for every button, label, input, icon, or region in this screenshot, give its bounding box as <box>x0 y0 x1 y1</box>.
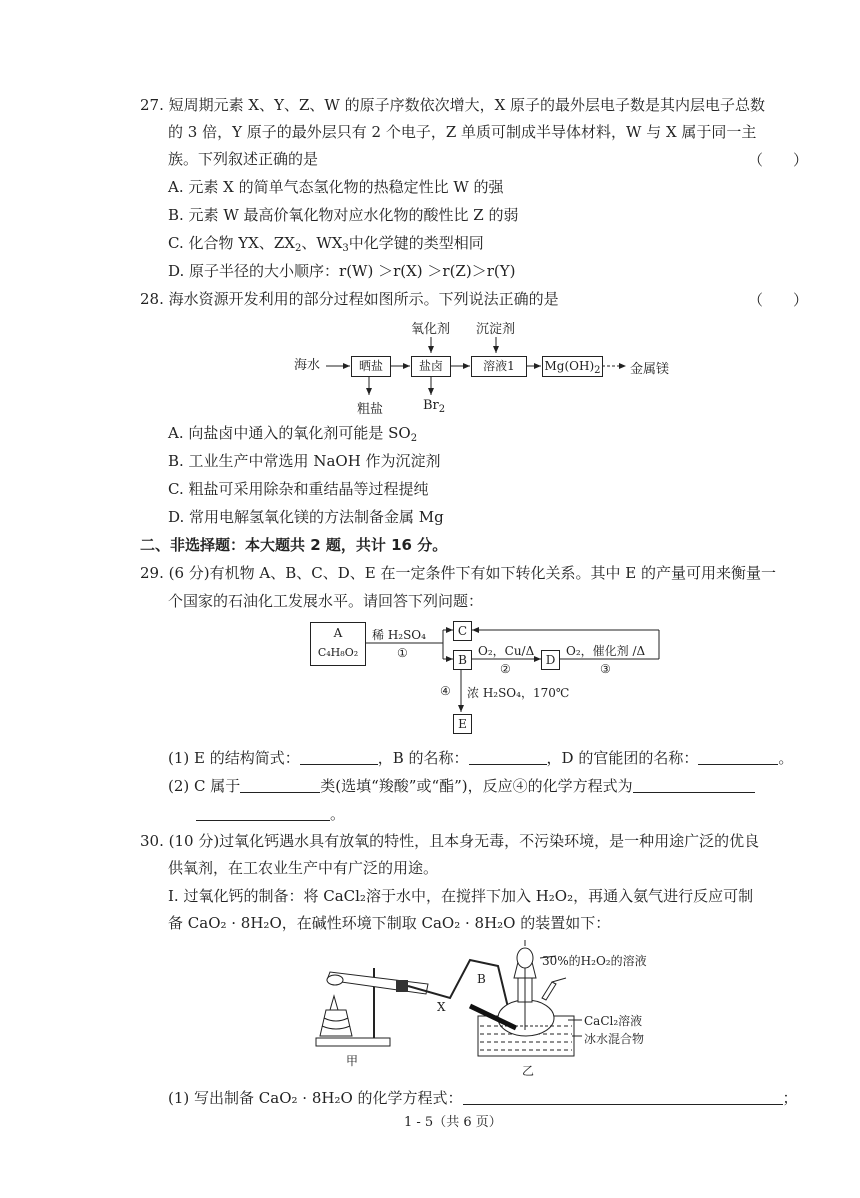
answer-blank-equation-4a[interactable] <box>633 778 755 793</box>
q29-part2 <box>168 776 755 796</box>
flow-oxidant: 氧化剂 <box>411 322 451 337</box>
diagram-step-1: ① <box>397 646 408 660</box>
answer-blank-d-group[interactable] <box>698 750 778 765</box>
q27-option-c-sub1: 2 <box>294 243 302 254</box>
q27-option-c-sub2: 3 <box>342 243 349 254</box>
flow-br2-text: Br <box>423 398 439 413</box>
flow-precipitant: 沉淀剂 <box>476 322 516 337</box>
flow-metal-mg: 金属镁 <box>630 362 670 377</box>
q30-part1-line2: 备 CaO₂ · 8H₂O，在碱性环境下制取 CaO₂ · 8H₂O 的装置如下： <box>168 914 611 932</box>
q28-option-c: C. 粗盐可采用除杂和重结晶等过程提纯 <box>168 480 429 498</box>
q27-answer-paren: （ ） <box>748 151 809 169</box>
q29-stem-line2: 个国家的石油化工发展水平。请回答下列问题： <box>168 592 484 610</box>
diagram-reagent-2: O₂，Cu/Δ <box>478 644 535 658</box>
q30-question1-end: ； <box>782 1089 798 1107</box>
q29-part1-b: ，B 的名称： <box>377 749 469 767</box>
diagram-reagent-3: O₂，催化剂 /Δ <box>566 644 646 658</box>
diagram-step-2: ② <box>500 662 511 676</box>
q29-part2-b: 类(选填“羧酸”或“酯”)，反应④的化学方程式为 <box>320 777 633 795</box>
answer-blank-equation-4b[interactable] <box>196 806 330 821</box>
q27-stem-line1: 27. 短周期元素 X、Y、Z、W 的原子序数依次增大，X 原子的最外层电子数是其内层电子总数 <box>140 96 766 114</box>
flow-crude-salt: 粗盐 <box>357 402 384 417</box>
answer-blank-cao2-equation[interactable] <box>463 1090 783 1105</box>
diagram-box-e: E <box>453 714 472 734</box>
flow-box-sun-salt: 晒盐 <box>351 356 391 377</box>
flow-box-solution1: 溶液1 <box>471 356 527 377</box>
diagram-box-c: C <box>453 621 472 641</box>
flow-mgoh2-text: Mg(OH) <box>544 359 595 373</box>
page-footer: 1 - 5（共 6 页） <box>404 1115 502 1130</box>
apparatus-cacl2-label: CaCl₂溶液 <box>584 1014 643 1028</box>
apparatus-jia-label: 甲 <box>346 1054 359 1068</box>
flow-box-brine: 盐卤 <box>411 356 451 377</box>
q28-option-a <box>168 423 417 449</box>
q28-option-a-text: A. 向盐卤中通入的氧化剂可能是 SO <box>168 424 411 442</box>
q27-option-b: B. 元素 W 最高价氧化物对应水化物的酸性比 Z 的弱 <box>168 206 519 224</box>
q29-stem-line1: 29. (6 分)有机物 A、B、C、D、E 在一定条件下有如下转化关系。其中 E 的产量可用来衡量一 <box>140 564 776 582</box>
answer-blank-e-structure[interactable] <box>300 750 378 765</box>
apparatus-h2o2-label: 30%的H₂O₂的溶液 <box>542 954 647 968</box>
q27-stem-line2: 的 3 倍，Y 原子的最外层只有 2 个电子，Z 单质可制成半导体材料，W 与 X 属于同一主 <box>168 123 757 141</box>
q30-stem-line1: 30. (10 分)过氧化钙遇水具有放氧的特性，且本身无毒，不污染环境，是一种用途广泛的优良 <box>140 832 760 850</box>
diagram-box-b: B <box>453 650 472 670</box>
q29-part2-cont <box>196 804 345 824</box>
apparatus-x-label: X <box>437 1000 446 1014</box>
q27-stem-line3: 族。下列叙述正确的是 <box>168 150 319 168</box>
diagram-a-formula: C₄H₈O₂ <box>317 646 359 659</box>
q28-option-d: D. 常用电解氢氧化镁的方法制备金属 Mg <box>168 508 444 526</box>
q29-part1-end: 。 <box>778 749 794 767</box>
apparatus-b-label: B <box>477 972 486 986</box>
q29-part2-a: (2) C 属于 <box>168 777 241 795</box>
q27-option-d: D. 原子半径的大小顺序：r(W) ＞r(X) ＞r(Z)＞r(Y) <box>168 262 516 280</box>
q27-option-a: A. 元素 X 的简单气态氢化物的热稳定性比 W 的强 <box>168 178 504 196</box>
diagram-a-label: A <box>333 626 343 640</box>
apparatus-yi-label: 乙 <box>522 1064 535 1078</box>
diagram-step-4: ④ <box>440 684 451 698</box>
q29-part1-c: ，D 的官能团的名称： <box>546 749 699 767</box>
q27-option-c-part2: 、WX <box>301 234 343 252</box>
q30-part1-line1: Ⅰ. 过氧化钙的制备：将 CaCl₂溶于水中，在搅拌下加入 H₂O₂，再通入氨气进行反应可制 <box>168 887 754 905</box>
q28-option-b: B. 工业生产中常选用 NaOH 作为沉淀剂 <box>168 452 441 470</box>
diagram-reagent-4: 浓 H₂SO₄，170℃ <box>467 686 570 700</box>
section-heading: 二、非选择题：本大题共 2 题，共计 16 分。 <box>140 536 448 554</box>
q30-question1-text: (1) 写出制备 CaO₂ · 8H₂O 的化学方程式： <box>168 1089 463 1107</box>
answer-blank-b-name[interactable] <box>469 750 547 765</box>
q30-stem-line2: 供氧剂，在工农业生产中有广泛的用途。 <box>168 859 439 877</box>
q27-option-c-part1: C. 化合物 YX、ZX <box>168 234 295 252</box>
q27-option-c-part3: 中化学键的类型相同 <box>348 234 484 252</box>
q29-part1 <box>168 748 793 768</box>
diagram-box-a <box>310 622 366 666</box>
q30-question1 <box>168 1088 798 1108</box>
flow-br2 <box>423 398 445 415</box>
flow-box-mgoh2 <box>542 356 603 377</box>
diagram-box-d: D <box>541 650 560 670</box>
flow-seawater: 海水 <box>294 358 321 373</box>
q29-part1-a: (1) E 的结构简式： <box>168 749 300 767</box>
diagram-step-3: ③ <box>600 662 611 676</box>
answer-blank-c-class[interactable] <box>240 778 320 793</box>
q28-stem: 28. 海水资源开发利用的部分过程如图所示。下列说法正确的是 <box>140 290 559 308</box>
diagram-reagent-1: 稀 H₂SO₄ <box>372 628 426 642</box>
q28-answer-paren: （ ） <box>748 291 809 309</box>
flow-mgoh2-sub: 2 <box>594 365 601 376</box>
flow-br2-sub: 2 <box>438 404 446 415</box>
q29-part2-end: 。 <box>330 805 346 823</box>
apparatus-ice-label: 冰水混合物 <box>584 1032 645 1046</box>
q28-option-a-sub: 2 <box>410 433 418 444</box>
